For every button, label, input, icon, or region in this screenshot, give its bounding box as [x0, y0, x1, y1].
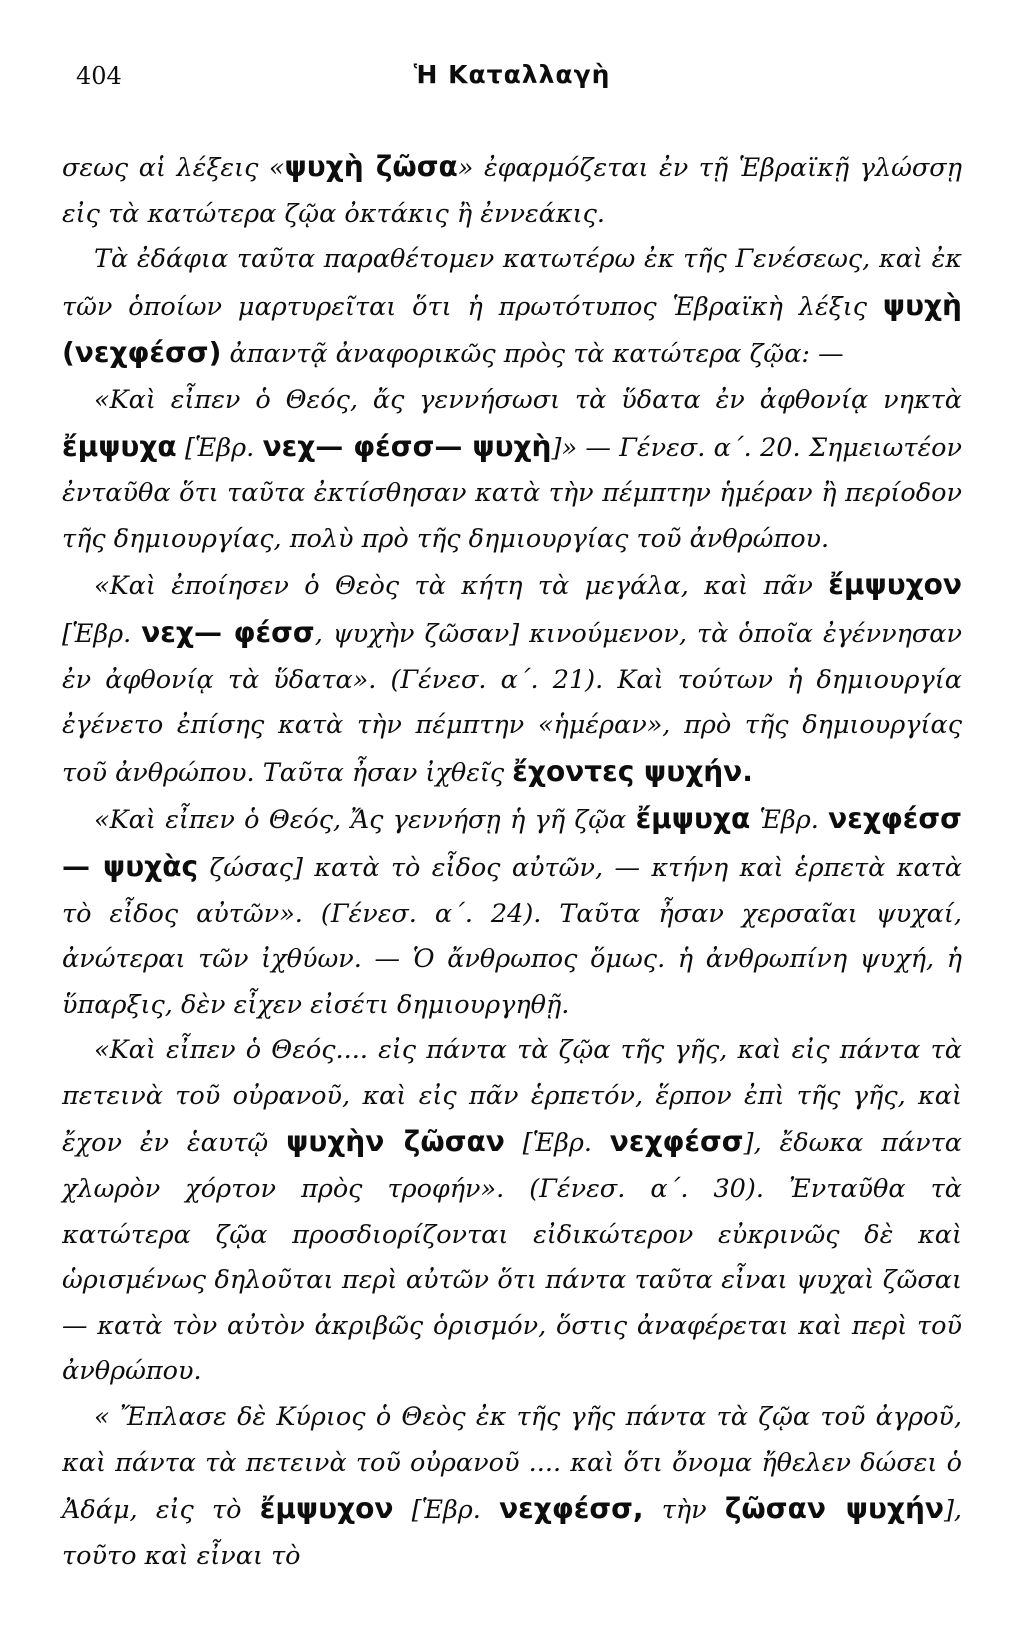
text-run: , ψυχὴν ζῶσαν] κινούμενον, τὰ ὁποῖα ἐγέννησαν ἐν ἀφθονίᾳ τὰ ὕδατα». (Γένεσ. α΄. 21). Καὶ τούτων ἡ δημιουργία ἐγένετο ἐπίσης κατὰ τὴν πέμπτην «ἡμέραν», πρὸ τῆς δημιουργίας τοῦ ἀνθρώπου. Ταῦτα ἦσαν ἰχθεῖς — [62, 618, 962, 788]
emphasized-term: ἔχοντες ψυχήν. — [512, 754, 753, 788]
page-number: 404 — [76, 62, 122, 90]
paragraph — [62, 562, 962, 796]
emphasized-term: ψυχὴ ζῶσα — [284, 150, 458, 183]
emphasized-term: νεχ— φέσσ — [141, 615, 315, 649]
emphasized-term: νεχφέσσ — ψυχὰς — [62, 802, 962, 883]
text-run: τὴν — [643, 1495, 725, 1526]
body-text — [62, 144, 962, 1579]
text-run: ], ἔδωκα πάντα χλωρὸν χόρτον πρὸς τροφήν». (Γένεσ. α΄. 30). Ἐνταῦθα τὰ κατώτερα ζῷα προσδιορίζονται εἰδικώτερον εὐκρινῶς δὲ καὶ ὡρισμένως δηλοῦται περὶ αὐτῶν ὅτι πάντα ταῦτα εἶναι ψυχαὶ ζῶσαι — κατὰ τὸν αὐτὸν ἀκριβῶς ὁρισμόν, ὅστις ἀναφέρεται καὶ περὶ τοῦ ἀνθρώπου. — [62, 1128, 962, 1387]
emphasized-term: ζῶσαν ψυχήν — [724, 1492, 944, 1526]
page-header — [62, 52, 962, 102]
text-run: σεως αἱ λέξεις « — [62, 153, 285, 183]
emphasized-term: νεχφέσσ, — [499, 1492, 644, 1526]
text-run: «Καὶ εἶπεν ὁ Θεός, Ἄς γεννήσῃ ἡ γῆ ζῷα — [94, 805, 636, 836]
emphasized-term: ψυχὴν ζῶσαν — [286, 1125, 505, 1159]
text-run: « Ἔπλασε δὲ Κύριος ὁ Θεὸς ἐκ τῆς γῆς πάντα τὰ ζῷα τοῦ ἀγροῦ, καὶ πάντα τὰ πετεινὰ τοῦ οὐρανοῦ .... καὶ ὅτι ὄνομα ἤθελεν δώσει ὁ Ἀδάμ, εἰς τὸ — [62, 1402, 962, 1526]
emphasized-term: ἔμψυχον — [828, 568, 962, 602]
emphasized-term: ἔμψυχα — [635, 802, 751, 836]
emphasized-term: ἔμψυχον — [259, 1492, 394, 1526]
emphasized-term: νεχφέσσ — [609, 1125, 744, 1159]
text-run: Ἑβρ. — [750, 805, 829, 836]
paragraph — [62, 378, 962, 562]
text-run: [Ἑβρ. — [62, 618, 142, 649]
text-run: Τὰ ἐδάφια ταῦτα παραθέτομεν κατωτέρω ἐκ τῆς Γενέσεως, καὶ ἐκ τῶν ὁποίων μαρτυρεῖται ὅτι ἡ πρωτότυπος Ἑβραϊκὴ λέξις — [62, 244, 962, 322]
paragraph — [62, 1028, 962, 1395]
text-run: ζώσας] κατὰ τὸ εἶδος αὐτῶν, — κτήνη καὶ ἑρπετὰ κατὰ τὸ εἶδος αὐτῶν». (Γένεσ. α΄. 24). Ταῦτα ἦσαν χερσαῖαι ψυχαί, ἀνώτεραι τῶν ἰχθύων. — Ὁ ἄνθρωπος ὅμως. ἡ ἀνθρωπίνη ψυχή, ἡ ὕπαρξις, δὲν εἶχεν εἰσέτι δημιουργηθῇ. — [62, 852, 962, 1020]
paragraph — [62, 1395, 962, 1579]
emphasized-term: νεχ— φέσσ— ψυχὴ — [262, 429, 552, 463]
text-run: ]» — Γένεσ. α΄. 20. Σημειωτέον ἐνταῦθα ὅτι ταῦτα ἐκτίσθησαν κατὰ τὴν πέμπτην ἡμέραν ἢ περίοδον τῆς δημιουργίας, πολὺ πρὸ τῆς δημιουργίας τοῦ ἀνθρώπου. — [62, 432, 962, 554]
text-run: ἀπαντᾷ ἀναφορικῶς πρὸς τὰ κατώτερα ζῷα: — — [221, 339, 844, 370]
text-run: «Καὶ εἶπεν ὁ Θεός.... εἰς πάντα τὰ ζῷα τῆς γῆς, καὶ εἰς πάντα τὰ πετεινὰ τοῦ οὐρανοῦ, καὶ εἰς πᾶν ἑρπετόν, ἕρπον ἐπὶ τῆς γῆς, καὶ ἔχον ἐν ἑαυτῷ — [62, 1035, 962, 1159]
text-run: [Ἑβρ. — [504, 1128, 610, 1159]
paragraph — [62, 237, 962, 378]
paragraph — [62, 796, 962, 1028]
emphasized-term: ἔμψυχα — [62, 429, 177, 463]
running-title: Ἡ Καταλλαγὴ — [413, 60, 611, 89]
text-run: ], τοῦτο καὶ εἶναι τὸ — [62, 1495, 963, 1571]
paragraph — [62, 144, 962, 237]
text-run: » ἐφαρμόζεται ἐν τῇ Ἑβραϊκῇ γλώσσῃ εἰς τὰ κατώτερα ζῷα ὀκτάκις ἢ ἐννεάκις. — [62, 153, 962, 229]
text-run: «Καὶ ἐποίησεν ὁ Θεὸς τὰ κήτη τὰ μεγάλα, καὶ πᾶν — [94, 571, 829, 602]
text-run: «Καὶ εἶπεν ὁ Θεός, ἄς γεννήσωσι τὰ ὕδατα ἐν ἀφθονίᾳ νηκτὰ — [94, 384, 962, 415]
text-run: [Ἑβρ. — [393, 1495, 500, 1526]
text-run: [Ἑβρ. — [176, 432, 263, 463]
emphasized-term: ψυχὴ (νεχφέσσ) — [62, 288, 962, 370]
